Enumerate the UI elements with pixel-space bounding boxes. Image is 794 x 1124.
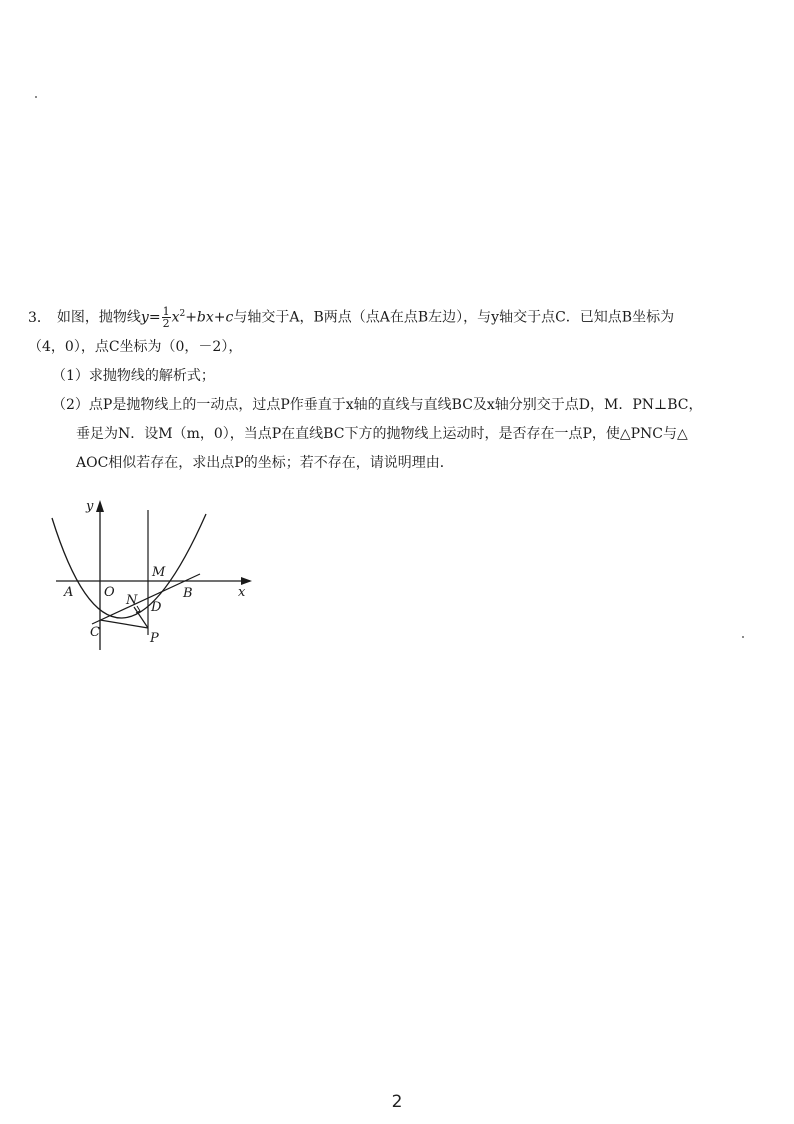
fraction-denominator: 2: [162, 317, 170, 331]
equation-lhs: y=: [140, 309, 161, 326]
equation-fraction: [162, 306, 171, 329]
label-a: A: [64, 585, 74, 600]
question-1: （1）求抛物线的解析式；: [52, 367, 215, 384]
page-number: 2: [391, 1092, 403, 1112]
problem-line-2: （4，0），点C坐标为（0，－2），: [28, 338, 243, 355]
x-axis-arrow: [241, 577, 252, 585]
problem-intro-continued: 与轴交于A，B两点（点A在点B左边），与y轴交于点C．已知点B坐标为: [233, 309, 675, 326]
equation-x: x: [171, 309, 180, 326]
question-2-line-3: AOC相似若存在，求出点P的坐标；若不存在，请说明理由．: [76, 454, 454, 471]
fraction-numerator: 1: [162, 305, 170, 319]
problem-line-1: [28, 300, 768, 333]
equation-exponent: 2: [179, 309, 186, 319]
question-2-line-1: （2）点P是抛物线上的一动点，过点P作垂直于x轴的直线与直线BC及x轴分别交于点D，M．PN⊥BC，: [52, 396, 703, 413]
scan-speck: [742, 636, 744, 638]
label-n: N: [126, 593, 138, 608]
label-b: B: [183, 586, 193, 601]
segment-cp: [100, 620, 148, 628]
figure-svg: [40, 490, 270, 660]
segment-np: [134, 607, 148, 628]
scan-speck: [35, 96, 37, 98]
label-d: D: [151, 600, 162, 615]
label-x: x: [238, 585, 246, 600]
label-c: C: [90, 625, 100, 640]
parabola-figure: [40, 490, 270, 660]
label-p: P: [150, 631, 159, 646]
question-2-line-2: 垂足为N．设M（m，0），当点P在直线BC下方的抛物线上运动时，是否存在一点P，使△PNC与△: [76, 425, 688, 442]
problem-number: 3．: [28, 309, 51, 326]
label-o: O: [104, 585, 115, 600]
equation-rest: +bx+c: [185, 309, 234, 326]
label-y: y: [86, 499, 94, 514]
problem-intro: 如图，抛物线: [56, 309, 141, 326]
y-axis-arrow: [96, 500, 104, 512]
problem-3: [28, 300, 768, 478]
label-m: M: [152, 565, 166, 580]
